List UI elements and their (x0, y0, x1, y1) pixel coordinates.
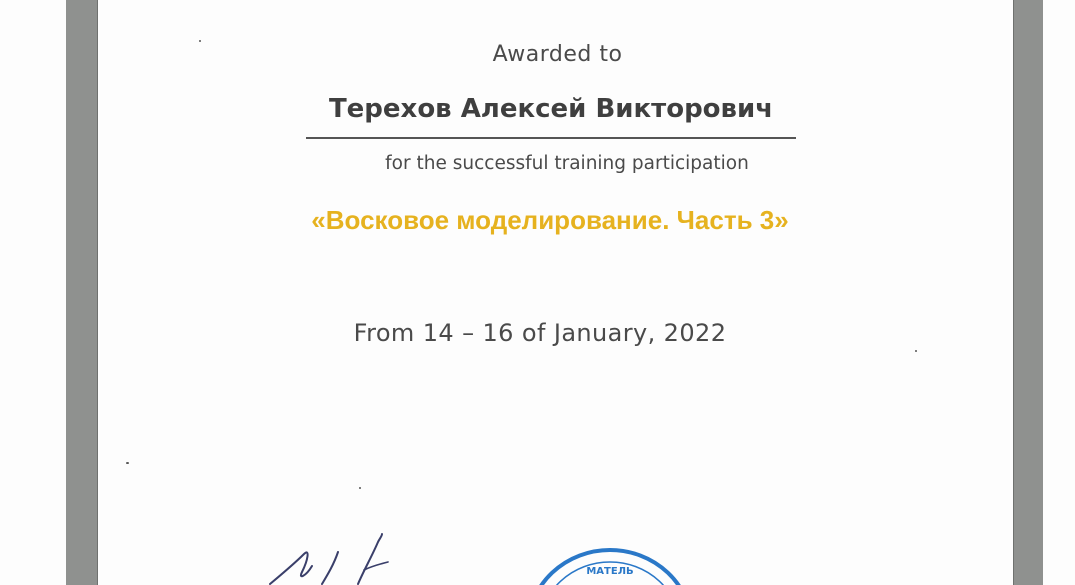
frame-border-right (1013, 0, 1043, 585)
frame-border-left (66, 0, 98, 585)
scan-speck (359, 487, 361, 489)
course-title: «Восковое моделирование. Часть 3» (311, 205, 789, 235)
scan-speck (915, 350, 917, 352)
purpose-text: for the successful training participation (385, 153, 749, 174)
stamp-seal (525, 548, 695, 585)
recipient-underline (306, 137, 796, 139)
scan-speck (126, 462, 129, 464)
recipient-name: Терехов Алексей Викторович (328, 94, 774, 124)
stamp-text: МАТЕЛЬ (586, 566, 634, 577)
awarded-label: Awarded to (492, 42, 623, 67)
scan-speck (199, 40, 201, 42)
training-dates: From 14 – 16 of January, 2022 (353, 319, 727, 347)
official-stamp (525, 548, 695, 585)
signature-mark (262, 530, 422, 585)
